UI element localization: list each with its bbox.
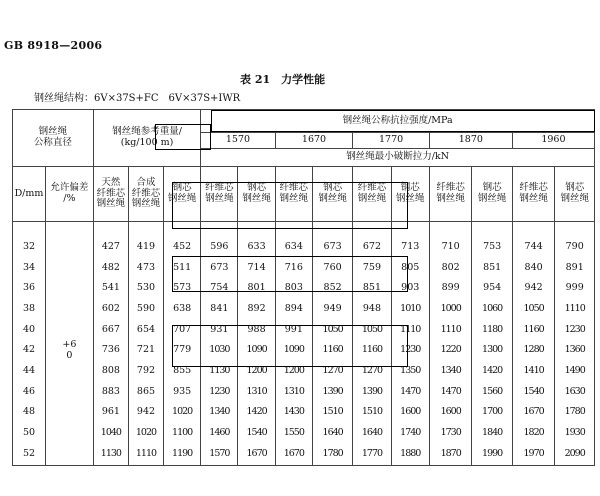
breaking-force-cell: 1050 — [512, 299, 555, 320]
breaking-force-cell: 1280 — [512, 340, 555, 361]
rope-construction-label: 钢丝绳结构：6V×37S+FC 6V×37S+IWR — [34, 93, 241, 104]
breaking-force-cell: 1110 — [429, 320, 472, 341]
breaking-force-cell: 1510 — [312, 403, 352, 424]
grade-1570: 1570 — [201, 133, 275, 149]
breaking-force-cell: 1340 — [429, 361, 472, 382]
breaking-force-cell: 1000 — [429, 299, 472, 320]
breaking-force-cell: 1930 — [555, 423, 595, 444]
breaking-force-cell: 1200 — [275, 361, 312, 382]
weight-cell: 865 — [128, 382, 163, 403]
table-row — [13, 278, 595, 299]
breaking-force-cell: 1360 — [555, 340, 595, 361]
breaking-force-cell: 1670 — [275, 444, 312, 465]
weight-cell: 942 — [128, 403, 163, 424]
breaking-force-cell: 891 — [555, 258, 595, 279]
breaking-force-cell: 991 — [275, 320, 312, 341]
breaking-force-header: 钢丝绳最小破断拉力/kN — [201, 149, 595, 167]
weight-cell: 1100 — [164, 423, 201, 444]
diameter-subheader: D/mm — [13, 167, 46, 222]
breaking-force-cell: 1230 — [201, 382, 238, 403]
weight-cell: 1130 — [93, 444, 128, 465]
breaking-force-cell: 1060 — [472, 299, 512, 320]
breaking-force-cell: 634 — [275, 237, 312, 258]
breaking-force-cell: 931 — [201, 320, 238, 341]
table-row — [13, 444, 595, 465]
weight-cell: 541 — [93, 278, 128, 299]
breaking-force-cell: 1310 — [238, 382, 275, 403]
weight-cell: 511 — [164, 258, 201, 279]
tolerance-subheader: 允许偏差 /% — [45, 167, 93, 222]
breaking-force-cell: 1770 — [353, 444, 391, 465]
diameter-cell: 40 — [13, 320, 46, 341]
breaking-force-cell: 790 — [555, 237, 595, 258]
breaking-force-cell: 852 — [312, 278, 352, 299]
breaking-force-cell: 716 — [275, 258, 312, 279]
force-1670-steel-subheader: 钢芯 钢丝绳 — [312, 167, 352, 222]
table-row — [13, 423, 595, 444]
breaking-force-cell: 1540 — [238, 423, 275, 444]
breaking-force-cell: 1640 — [312, 423, 352, 444]
breaking-force-cell: 753 — [472, 237, 512, 258]
weight-cell: 667 — [93, 320, 128, 341]
breaking-force-cell: 1200 — [238, 361, 275, 382]
breaking-force-cell: 1600 — [391, 403, 429, 424]
breaking-force-cell: 803 — [275, 278, 312, 299]
breaking-force-cell: 714 — [238, 258, 275, 279]
breaking-force-cell: 801 — [238, 278, 275, 299]
breaking-force-cell: 1630 — [555, 382, 595, 403]
breaking-force-cell: 1310 — [275, 382, 312, 403]
weight-cell: 530 — [128, 278, 163, 299]
breaking-force-cell: 1230 — [391, 340, 429, 361]
force-1960-fiber-subheader: 纤维芯 钢丝绳 — [512, 167, 555, 222]
table-row — [13, 403, 595, 424]
diameter-cell: 42 — [13, 340, 46, 361]
tensile-strength-header: 钢丝绳公称抗拉强度/MPa — [201, 110, 595, 133]
breaking-force-cell: 1160 — [353, 340, 391, 361]
breaking-force-cell: 1390 — [353, 382, 391, 403]
weight-natural-fiber-subheader: 天然 纤维芯 钢丝绳 — [93, 167, 128, 222]
weight-cell: 792 — [128, 361, 163, 382]
breaking-force-cell: 1420 — [472, 361, 512, 382]
breaking-force-cell: 744 — [512, 237, 555, 258]
table-row — [13, 361, 595, 382]
weight-cell: 427 — [93, 237, 128, 258]
force-1570-steel-subheader: 钢芯 钢丝绳 — [238, 167, 275, 222]
breaking-force-cell: 1110 — [555, 299, 595, 320]
breaking-force-cell: 802 — [429, 258, 472, 279]
diameter-cell: 38 — [13, 299, 46, 320]
weight-cell: 573 — [164, 278, 201, 299]
force-1570-fiber-subheader: 纤维芯 钢丝绳 — [201, 167, 238, 222]
weight-cell: 473 — [128, 258, 163, 279]
weight-cell: 883 — [93, 382, 128, 403]
breaking-force-cell: 1550 — [275, 423, 312, 444]
weight-cell: 452 — [164, 237, 201, 258]
breaking-force-cell: 1340 — [201, 403, 238, 424]
table-row — [13, 237, 595, 258]
breaking-force-cell: 894 — [275, 299, 312, 320]
weight-cell: 1110 — [128, 444, 163, 465]
force-1770-steel-subheader: 钢芯 钢丝绳 — [391, 167, 429, 222]
force-1870-steel-subheader: 钢芯 钢丝绳 — [472, 167, 512, 222]
weight-cell: 721 — [128, 340, 163, 361]
diameter-cell: 32 — [13, 237, 46, 258]
breaking-force-cell: 1490 — [555, 361, 595, 382]
weight-cell: 638 — [164, 299, 201, 320]
weight-cell: 590 — [128, 299, 163, 320]
breaking-force-cell: 851 — [472, 258, 512, 279]
breaking-force-cell: 1270 — [353, 361, 391, 382]
table-row — [13, 382, 595, 403]
breaking-force-cell: 1780 — [312, 444, 352, 465]
breaking-force-cell: 1820 — [512, 423, 555, 444]
grade-1870: 1870 — [429, 133, 512, 149]
diameter-cell: 52 — [13, 444, 46, 465]
breaking-force-cell: 2090 — [555, 444, 595, 465]
breaking-force-cell: 1970 — [512, 444, 555, 465]
diameter-cell: 36 — [13, 278, 46, 299]
breaking-force-cell: 1470 — [429, 382, 472, 403]
breaking-force-cell: 1470 — [391, 382, 429, 403]
breaking-force-cell: 673 — [312, 237, 352, 258]
breaking-force-cell: 673 — [201, 258, 238, 279]
tolerance-cell: +6 0 — [45, 237, 93, 465]
breaking-force-cell: 1880 — [391, 444, 429, 465]
weight-cell: 779 — [164, 340, 201, 361]
force-1770-fiber-subheader: 纤维芯 钢丝绳 — [353, 167, 391, 222]
breaking-force-cell: 1090 — [238, 340, 275, 361]
breaking-force-cell: 1110 — [391, 320, 429, 341]
breaking-force-cell: 1510 — [353, 403, 391, 424]
breaking-force-cell: 949 — [312, 299, 352, 320]
table-spacer-row — [13, 222, 595, 238]
breaking-force-cell: 759 — [353, 258, 391, 279]
breaking-force-cell: 903 — [391, 278, 429, 299]
force-1670-fiber-subheader: 纤维芯 钢丝绳 — [275, 167, 312, 222]
breaking-force-cell: 713 — [391, 237, 429, 258]
diameter-cell: 50 — [13, 423, 46, 444]
breaking-force-cell: 942 — [512, 278, 555, 299]
weight-steel-core-subheader: 钢芯 钢丝绳 — [164, 167, 201, 222]
breaking-force-cell: 1160 — [312, 340, 352, 361]
breaking-force-cell: 1420 — [238, 403, 275, 424]
diameter-cell: 46 — [13, 382, 46, 403]
breaking-force-cell: 1640 — [353, 423, 391, 444]
breaking-force-cell: 1670 — [238, 444, 275, 465]
breaking-force-cell: 1300 — [472, 340, 512, 361]
breaking-force-cell: 1990 — [472, 444, 512, 465]
breaking-force-cell: 1230 — [555, 320, 595, 341]
breaking-force-cell: 1180 — [472, 320, 512, 341]
diameter-cell: 44 — [13, 361, 46, 382]
breaking-force-cell: 840 — [512, 258, 555, 279]
breaking-force-cell: 841 — [201, 299, 238, 320]
table-row — [13, 340, 595, 361]
weight-cell: 654 — [128, 320, 163, 341]
breaking-force-cell: 988 — [238, 320, 275, 341]
breaking-force-cell: 1270 — [312, 361, 352, 382]
breaking-force-cell: 1840 — [472, 423, 512, 444]
breaking-force-cell: 948 — [353, 299, 391, 320]
breaking-force-cell: 1730 — [429, 423, 472, 444]
weight-cell: 1040 — [93, 423, 128, 444]
breaking-force-cell: 710 — [429, 237, 472, 258]
weight-cell: 1190 — [164, 444, 201, 465]
nominal-diameter-header: 钢丝绳 公称直径 — [13, 110, 94, 167]
breaking-force-cell: 1410 — [512, 361, 555, 382]
breaking-force-cell: 1050 — [312, 320, 352, 341]
breaking-force-cell: 1030 — [201, 340, 238, 361]
breaking-force-cell: 1050 — [353, 320, 391, 341]
breaking-force-cell: 805 — [391, 258, 429, 279]
weight-cell: 602 — [93, 299, 128, 320]
weight-cell: 1020 — [128, 423, 163, 444]
breaking-force-cell: 1700 — [472, 403, 512, 424]
diameter-cell: 48 — [13, 403, 46, 424]
weight-cell: 1020 — [164, 403, 201, 424]
standard-number: GB 8918—2006 — [4, 39, 103, 52]
breaking-force-cell: 954 — [472, 278, 512, 299]
force-1960-steel-subheader: 钢芯 钢丝绳 — [555, 167, 595, 222]
breaking-force-cell: 1570 — [201, 444, 238, 465]
weight-cell: 482 — [93, 258, 128, 279]
table-row — [13, 320, 595, 341]
table-row — [13, 299, 595, 320]
breaking-force-cell: 999 — [555, 278, 595, 299]
weight-cell: 808 — [93, 361, 128, 382]
weight-cell: 935 — [164, 382, 201, 403]
weight-cell: 736 — [93, 340, 128, 361]
breaking-force-cell: 851 — [353, 278, 391, 299]
breaking-force-cell: 1220 — [429, 340, 472, 361]
table-row — [13, 258, 595, 279]
weight-cell: 419 — [128, 237, 163, 258]
breaking-force-cell: 1390 — [312, 382, 352, 403]
breaking-force-cell: 1740 — [391, 423, 429, 444]
breaking-force-cell: 1780 — [555, 403, 595, 424]
weight-cell: 707 — [164, 320, 201, 341]
mechanical-properties-table — [12, 109, 595, 466]
force-1870-fiber-subheader: 纤维芯 钢丝绳 — [429, 167, 472, 222]
breaking-force-cell: 1430 — [275, 403, 312, 424]
breaking-force-cell: 899 — [429, 278, 472, 299]
weight-cell: 961 — [93, 403, 128, 424]
grade-1670: 1670 — [275, 133, 353, 149]
reference-weight-header: 钢丝绳参考重量/ (kg/100 m) — [93, 110, 200, 167]
weight-synthetic-fiber-subheader: 合成 纤维芯 钢丝绳 — [128, 167, 163, 222]
weight-cell: 855 — [164, 361, 201, 382]
breaking-force-cell: 633 — [238, 237, 275, 258]
grade-1960: 1960 — [512, 133, 594, 149]
breaking-force-cell: 760 — [312, 258, 352, 279]
breaking-force-cell: 1350 — [391, 361, 429, 382]
breaking-force-cell: 1130 — [201, 361, 238, 382]
breaking-force-cell: 1600 — [429, 403, 472, 424]
breaking-force-cell: 1670 — [512, 403, 555, 424]
breaking-force-cell: 1460 — [201, 423, 238, 444]
breaking-force-cell: 596 — [201, 237, 238, 258]
breaking-force-cell: 1540 — [512, 382, 555, 403]
grade-1770: 1770 — [353, 133, 430, 149]
breaking-force-cell: 1560 — [472, 382, 512, 403]
breaking-force-cell: 1870 — [429, 444, 472, 465]
breaking-force-cell: 892 — [238, 299, 275, 320]
breaking-force-cell: 672 — [353, 237, 391, 258]
breaking-force-cell: 1010 — [391, 299, 429, 320]
breaking-force-cell: 754 — [201, 278, 238, 299]
diameter-cell: 34 — [13, 258, 46, 279]
header-row-strength — [13, 110, 595, 133]
breaking-force-cell: 1160 — [512, 320, 555, 341]
header-row-subcolumns — [13, 167, 595, 222]
table-title: 表 21 力学性能 — [240, 73, 326, 86]
breaking-force-cell: 1090 — [275, 340, 312, 361]
